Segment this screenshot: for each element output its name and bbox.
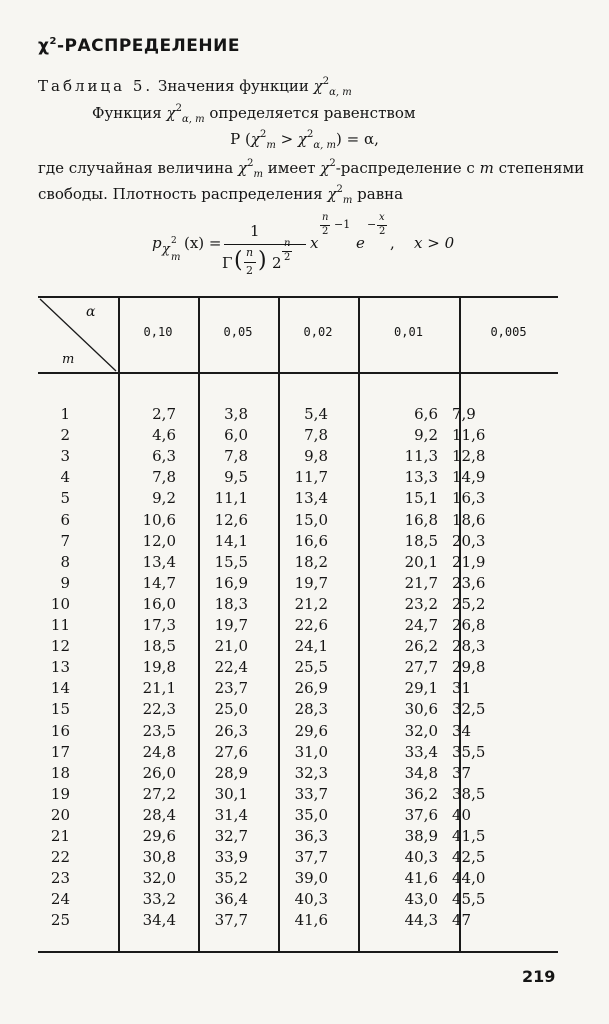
value-cell: 29,6	[294, 721, 328, 740]
degree-cell: 8	[60, 552, 70, 571]
value-cell: 12,8	[452, 447, 486, 466]
degree-cell: 18	[50, 763, 70, 782]
table-row	[0, 785, 520, 806]
value-cell: 7,8	[224, 447, 248, 466]
degree-cell: 12	[50, 637, 70, 656]
definition-line-3: свободы. Плотность распределения $\chi^2_m$ равна	[38, 184, 404, 206]
value-cell: 44,3	[404, 911, 438, 930]
value-cell: 33,7	[294, 784, 328, 803]
value-cell: 34,4	[142, 911, 176, 930]
value-cell: 42,5	[452, 848, 486, 867]
value-cell: 16,8	[404, 510, 438, 529]
value-cell: 5,4	[304, 405, 328, 423]
value-cell: 43,0	[404, 890, 438, 909]
value-cell: 22,3	[142, 700, 176, 719]
value-cell: 7,9	[452, 405, 476, 423]
value-cell: 21,7	[404, 573, 438, 592]
definition-line-2: где случайная величина $\chi^2_m$ имеет $\chi^2$-распределение с m степенями	[38, 158, 585, 180]
value-cell: 18,5	[142, 637, 176, 656]
value-cell: 14,9	[452, 468, 486, 487]
value-cell: 26,3	[214, 721, 248, 740]
value-cell: 37,7	[294, 848, 328, 867]
header-cell: 0,10	[143, 325, 173, 339]
value-cell: 16,9	[214, 573, 248, 592]
page-number: 219	[522, 967, 556, 986]
value-cell: 7,8	[304, 426, 328, 445]
table-row	[0, 679, 520, 700]
value-cell: 44,0	[452, 869, 486, 888]
header-cell: 0,01	[394, 325, 423, 339]
value-cell: 34,8	[404, 763, 438, 782]
value-cell: 9,2	[152, 489, 176, 508]
value-cell: 33,9	[214, 848, 248, 867]
degree-cell: 16	[50, 721, 70, 740]
degree-cell: 7	[60, 531, 70, 550]
value-cell: 19,7	[214, 616, 248, 634]
value-cell: 15,5	[214, 552, 248, 571]
header-cell: 0,05	[223, 325, 253, 339]
fraction-bar	[224, 244, 306, 245]
value-cell: 40,3	[404, 848, 438, 867]
degree-cell: 1	[60, 405, 70, 423]
table-row	[0, 806, 520, 827]
value-cell: 25,2	[452, 594, 486, 613]
value-cell: 37,7	[214, 911, 248, 930]
value-cell: 28,3	[452, 637, 486, 656]
table-row	[0, 743, 520, 764]
value-cell: 13,3	[404, 468, 438, 487]
value-cell: 11,1	[214, 489, 248, 508]
value-cell: 22,4	[214, 658, 248, 677]
value-cell: 37	[452, 763, 472, 782]
value-cell: 33,2	[142, 890, 176, 909]
table-row	[0, 848, 520, 869]
value-cell: 32,0	[404, 721, 438, 740]
value-cell: 30,6	[404, 700, 438, 719]
value-cell: 4,6	[152, 426, 176, 445]
value-cell: 6,0	[224, 426, 248, 445]
value-cell: 20,1	[404, 552, 438, 571]
value-cell: 28,3	[294, 700, 328, 719]
value-cell: 37,6	[404, 805, 438, 824]
value-cell: 29,6	[142, 827, 176, 845]
value-cell: 39,0	[294, 869, 328, 888]
value-cell: 24,8	[142, 742, 176, 761]
degree-cell: 2	[60, 426, 70, 445]
value-cell: 24,1	[294, 637, 328, 656]
m-label: m	[62, 352, 75, 367]
degree-cell: 23	[50, 869, 70, 888]
table-row	[0, 616, 520, 637]
value-cell: 15,0	[294, 510, 328, 529]
degree-cell: 17	[50, 742, 70, 761]
value-cell: 14,7	[142, 573, 176, 592]
degree-cell: 6	[60, 510, 70, 529]
table-row	[0, 890, 520, 911]
table-row	[0, 468, 520, 489]
value-cell: 12,0	[142, 531, 176, 550]
table-row	[0, 574, 520, 595]
value-cell: 23,2	[404, 594, 438, 613]
value-cell: 31,0	[294, 742, 328, 761]
value-cell: 15,1	[404, 489, 438, 508]
value-cell: 2,7	[152, 405, 176, 423]
table-row	[0, 511, 520, 532]
probability-equation: P $(\chi^2_m > \chi^2_{\alpha, m}) = \alpha$,	[230, 129, 379, 151]
value-cell: 38,5	[452, 784, 486, 803]
value-cell: 20,3	[452, 531, 486, 550]
header-cell: 0,02	[303, 325, 333, 339]
table-row	[0, 869, 520, 890]
value-cell: 3,8	[224, 405, 248, 423]
value-cell: 32,0	[142, 869, 176, 888]
value-cell: 10,6	[142, 510, 176, 529]
value-cell: 21,0	[214, 637, 248, 656]
value-cell: 45,5	[452, 890, 486, 909]
value-cell: 21,1	[142, 679, 176, 698]
value-cell: 13,4	[142, 552, 176, 571]
value-cell: 24,7	[404, 616, 438, 634]
table-row	[0, 553, 520, 574]
value-cell: 18,5	[404, 531, 438, 550]
table-label: Таблица 5.	[38, 77, 154, 95]
value-cell: 9,8	[304, 447, 328, 466]
value-cell: 34	[452, 721, 472, 740]
value-cell: 28,4	[142, 805, 176, 824]
value-cell: 25,5	[294, 658, 328, 677]
value-cell: 27,7	[404, 658, 438, 677]
value-cell: 23,5	[142, 721, 176, 740]
value-cell: 29,8	[452, 658, 486, 677]
table-row	[0, 405, 520, 426]
degree-cell: 11	[50, 616, 70, 634]
table-row	[0, 637, 520, 658]
table-row	[0, 532, 520, 553]
value-cell: 26,9	[294, 679, 328, 698]
value-cell: 36,2	[404, 784, 438, 803]
value-cell: 32,3	[294, 763, 328, 782]
definition-line-1: Функция $\chi^2_{\alpha, m}$ определяется равенством	[92, 103, 416, 125]
value-cell: 32,5	[452, 700, 486, 719]
value-cell: 16,3	[452, 489, 486, 508]
value-cell: 11,6	[452, 426, 486, 445]
value-cell: 21,2	[294, 594, 328, 613]
value-cell: 41,6	[294, 911, 328, 930]
value-cell: 38,9	[404, 827, 438, 845]
degree-cell: 20	[50, 805, 70, 824]
value-cell: 35,2	[214, 869, 248, 888]
table-row	[0, 447, 520, 468]
value-cell: 47	[452, 911, 472, 930]
degree-cell: 24	[50, 890, 70, 909]
degree-cell: 10	[50, 594, 70, 613]
degree-cell: 15	[50, 700, 70, 719]
value-cell: 19,8	[142, 658, 176, 677]
value-cell: 35,5	[452, 742, 486, 761]
value-cell: 11,3	[404, 447, 438, 466]
value-cell: 9,5	[224, 468, 248, 487]
value-cell: 23,7	[214, 679, 248, 698]
table-row	[0, 700, 520, 721]
value-cell: 25,0	[214, 700, 248, 719]
value-cell: 28,9	[214, 763, 248, 782]
value-cell: 16,6	[294, 531, 328, 550]
value-cell: 31,4	[214, 805, 248, 824]
value-cell: 13,4	[294, 489, 328, 508]
degree-cell: 4	[60, 468, 70, 487]
value-cell: 40	[452, 805, 472, 824]
value-cell: 30,1	[214, 784, 248, 803]
value-cell: 16,0	[142, 594, 176, 613]
value-cell: 14,1	[214, 531, 248, 550]
value-cell: 12,6	[214, 510, 248, 529]
degree-cell: 25	[50, 911, 70, 930]
table-row	[0, 426, 520, 447]
value-cell: 6,3	[152, 447, 176, 466]
value-cell: 27,2	[142, 784, 176, 803]
value-cell: 18,6	[452, 510, 486, 529]
table-row	[0, 764, 520, 785]
value-cell: 11,7	[294, 468, 328, 487]
header-cell: 0,005	[490, 325, 527, 339]
value-cell: 23,6	[452, 573, 486, 592]
table-row	[0, 595, 520, 616]
table-row	[0, 827, 520, 848]
value-cell: 26,2	[404, 637, 438, 656]
degree-cell: 3	[60, 447, 70, 466]
value-cell: 9,2	[414, 426, 438, 445]
value-cell: 22,6	[294, 616, 328, 634]
value-cell: 18,2	[294, 552, 328, 571]
value-cell: 18,3	[214, 594, 248, 613]
degree-cell: 13	[50, 658, 70, 677]
table-row	[0, 722, 520, 743]
degree-cell: 19	[50, 784, 70, 803]
value-cell: 41,5	[452, 827, 486, 845]
table-row	[0, 911, 520, 932]
value-cell: 26,0	[142, 763, 176, 782]
density-formula: p χ 2 m (x) = 1 Γ ( n 2 ) 2 n 2 x n 2 −1 e − x 2 , x > 0	[152, 212, 455, 277]
section-header: $\chi^2$-РАСПРЕДЕЛЕНИЕ	[38, 36, 240, 56]
table-row	[0, 489, 520, 510]
value-cell: 35,0	[294, 805, 328, 824]
degree-cell: 5	[60, 489, 70, 508]
table-bottom-rule	[38, 951, 558, 953]
value-cell: 36,4	[214, 890, 248, 909]
value-cell: 31	[452, 679, 472, 698]
value-cell: 6,6	[414, 405, 438, 423]
table-row	[0, 658, 520, 679]
alpha-label: α	[86, 304, 96, 320]
value-cell: 17,3	[142, 616, 176, 634]
value-cell: 40,3	[294, 890, 328, 909]
value-cell: 33,4	[404, 742, 438, 761]
value-cell: 41,6	[404, 869, 438, 888]
degree-cell: 21	[50, 827, 70, 845]
corner-diagonal	[38, 297, 118, 373]
degree-cell: 14	[50, 679, 70, 698]
value-cell: 32,7	[214, 827, 248, 845]
value-cell: 30,8	[142, 848, 176, 867]
value-cell: 21,9	[452, 552, 486, 571]
value-cell: 29,1	[404, 679, 438, 698]
value-cell: 19,7	[294, 573, 328, 592]
value-cell: 27,6	[214, 742, 248, 761]
degree-cell: 22	[50, 848, 70, 867]
value-cell: 26,8	[452, 616, 486, 634]
value-cell: 7,8	[152, 468, 176, 487]
value-cell: 36,3	[294, 827, 328, 845]
table-caption: Таблица 5. Значения функции $\chi^2_{\alpha, m}$	[38, 76, 352, 98]
degree-cell: 9	[60, 573, 70, 592]
